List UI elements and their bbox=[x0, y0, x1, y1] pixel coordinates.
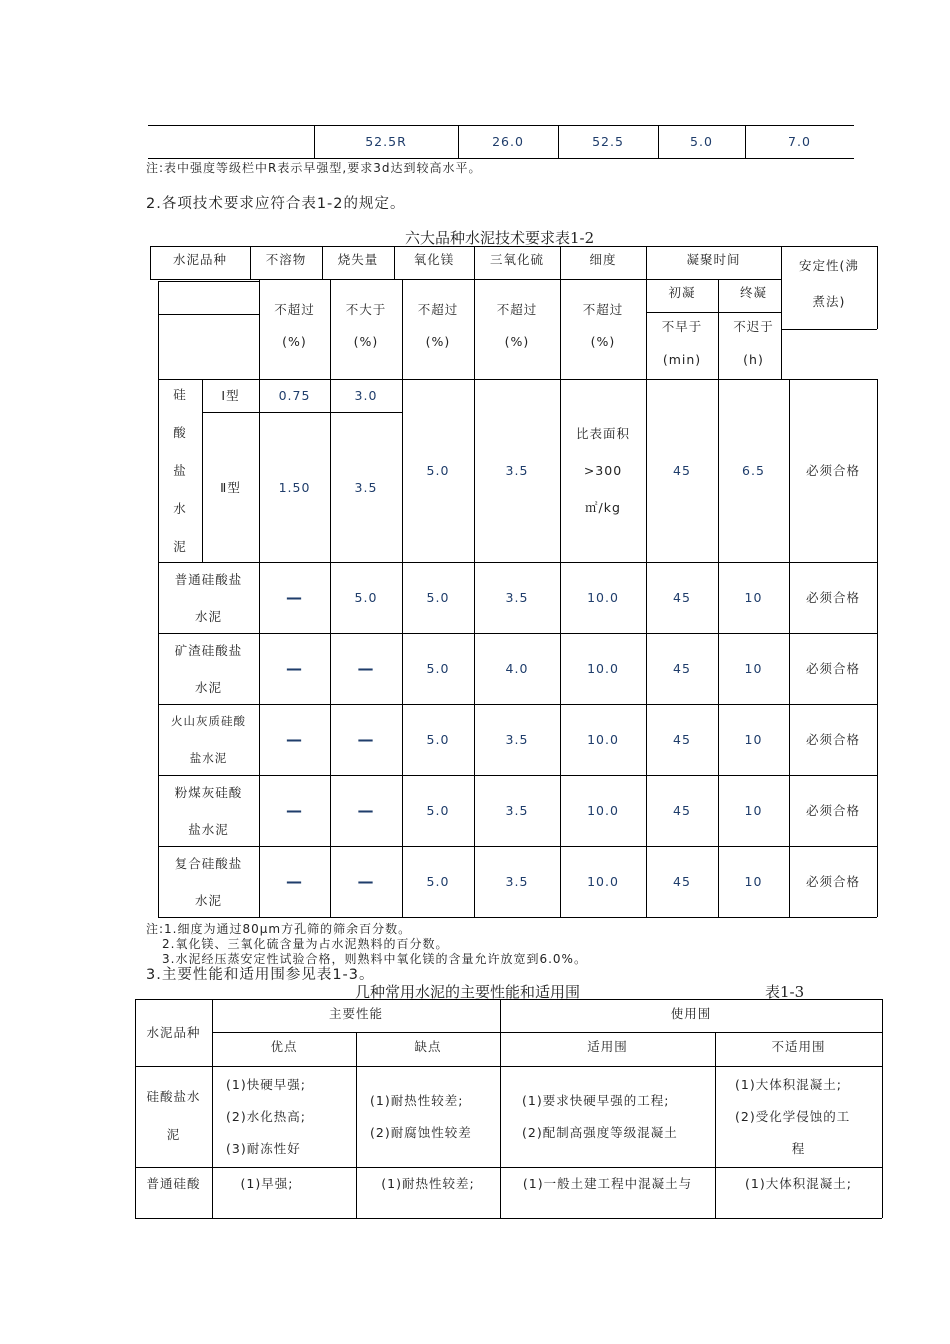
header-mgo: 氧化镁 bbox=[413, 252, 455, 267]
table2-cell-fineness: 10.0 bbox=[587, 661, 619, 676]
table2-cell-final: 10 bbox=[744, 803, 763, 818]
table2-cell-fineness: 10.0 bbox=[587, 732, 619, 747]
silicate-name-vertical bbox=[158, 379, 202, 562]
header-so3: 三氧化硫 bbox=[489, 252, 544, 267]
table2-cell-final: 10 bbox=[744, 661, 763, 676]
header-stability-1: 安定性(沸 bbox=[799, 257, 859, 273]
t3-row1-name bbox=[135, 1076, 212, 1156]
t3-row1-applicable-line: (2)配制高强度等级混凝土 bbox=[522, 1124, 678, 1140]
header-variety: 水泥品种 bbox=[172, 252, 227, 267]
top-cell-value: 52.5 bbox=[592, 134, 624, 149]
fineness-line: 比表面积 bbox=[575, 426, 630, 441]
t3-row1-not-applicable-line: (1)大体积混凝土; bbox=[735, 1076, 842, 1092]
t3-row1-pros-line: (2)水化热高; bbox=[226, 1108, 306, 1124]
t3-header-main-perf: 主要性能 bbox=[328, 1005, 383, 1021]
table2-cell-initial: 45 bbox=[673, 661, 691, 676]
t3-row2-not-applicable: (1)大体积混凝土; bbox=[745, 1175, 852, 1191]
silicate-char: 酸 bbox=[173, 425, 187, 440]
t3-row1-pros bbox=[212, 1066, 356, 1167]
fineness-line: ㎡/kg bbox=[585, 500, 621, 515]
table2-cell-insoluble: — bbox=[286, 658, 303, 678]
table2-cell-so3: 3.5 bbox=[505, 803, 529, 818]
table2-row-name-line: 盐水泥 bbox=[189, 750, 228, 765]
table2-note-2: 2.氧化镁、三氧化硫含量为占水泥熟料的百分数。 bbox=[162, 937, 449, 951]
table2-row-name-line: 水泥 bbox=[194, 679, 222, 695]
silicate-type1: Ⅰ型 bbox=[221, 388, 240, 403]
t3-row2-cons: (1)耐热性较差; bbox=[381, 1175, 475, 1191]
table2-row-name-line: 盐水泥 bbox=[188, 821, 229, 837]
silicate-stability: 必须合格 bbox=[805, 463, 860, 478]
t3-row1-cons-line: (1)耐热性较差; bbox=[370, 1092, 464, 1108]
t3-row1-not-applicable-line: 程 bbox=[791, 1140, 806, 1156]
table2-cell-final: 10 bbox=[744, 590, 763, 605]
table2-cell-loss: — bbox=[357, 800, 375, 820]
t3-row1-applicable bbox=[500, 1066, 715, 1167]
top-cell-grade: 52.5R bbox=[365, 134, 407, 149]
silicate-mgo: 5.0 bbox=[426, 463, 450, 478]
table2-note-3: 3.水泥经压蒸安定性试验合格，则熟料中氧化镁的含量允许放宽到6.0%。 bbox=[162, 952, 587, 966]
table2-row-name-line: 火山灰质硅酸 bbox=[171, 713, 246, 728]
table2-row-name-line: 粉煤灰硅酸 bbox=[174, 784, 243, 800]
subheader-not-greater: 不大于 bbox=[345, 301, 387, 317]
table2-cell-loss: — bbox=[357, 871, 375, 891]
subheader-not-exceed: 不超过 bbox=[496, 301, 538, 317]
t3-header-usage: 使用围 bbox=[670, 1005, 712, 1021]
silicate-char: 泥 bbox=[173, 539, 187, 554]
table2-cell-stability: 必须合格 bbox=[805, 874, 860, 889]
t3-header-applicable: 适用围 bbox=[587, 1038, 628, 1054]
silicate-fineness bbox=[560, 379, 646, 562]
table2-cell-mgo: 5.0 bbox=[426, 874, 450, 889]
t3-header-cons: 缺点 bbox=[414, 1038, 442, 1054]
table2-note-1: 注:1.细度为通过80μm方孔筛的筛余百分数。 bbox=[146, 922, 412, 936]
top-table-note: 注:表中强度等级栏中R表示早强型,要求3d达到较高水平。 bbox=[146, 161, 482, 175]
subheader-final: 终凝 bbox=[739, 284, 767, 300]
silicate-char: 硅 bbox=[173, 387, 187, 402]
silicate-so3: 3.5 bbox=[505, 463, 529, 478]
t3-row1-pros-line: (1)快硬早强; bbox=[226, 1076, 306, 1092]
t3-row2-applicable: (1)一般土建工程中混凝土与 bbox=[522, 1175, 693, 1191]
silicate-loss-2: 3.5 bbox=[354, 479, 378, 495]
table2-row-name bbox=[158, 775, 259, 846]
subheader-not-exceed: 不超过 bbox=[582, 301, 624, 317]
table2-cell-stability: 必须合格 bbox=[805, 732, 860, 747]
table2-cell-insoluble: — bbox=[286, 800, 303, 820]
table2-cell-insoluble: — bbox=[286, 587, 303, 607]
table2-row-name bbox=[158, 562, 259, 633]
silicate-char: 水 bbox=[173, 501, 187, 516]
paragraph-2: 3.主要性能和适用围参见表1-3。 bbox=[146, 967, 375, 983]
top-cell-value: 5.0 bbox=[690, 134, 713, 149]
top-cell-value: 26.0 bbox=[492, 134, 524, 149]
subheader-initial: 初凝 bbox=[668, 284, 696, 300]
silicate-loss-1: 3.0 bbox=[354, 388, 378, 403]
silicate-type2: Ⅱ型 bbox=[220, 479, 241, 495]
table2-cell-initial: 45 bbox=[673, 732, 691, 747]
table3-title: 几种常用水泥的主要性能和适用围 bbox=[355, 983, 581, 1001]
t3-row1-applicable-line: (1)要求快硬早强的工程; bbox=[522, 1092, 670, 1108]
t3-row2-name: 普通硅酸 bbox=[146, 1175, 201, 1191]
header-loss: 烧失量 bbox=[337, 252, 379, 267]
subheader-not-later: 不迟于 bbox=[733, 318, 774, 334]
silicate-initial: 45 bbox=[673, 463, 691, 478]
header-fineness: 细度 bbox=[589, 252, 617, 267]
silicate-char: 盐 bbox=[173, 463, 187, 478]
subheader-pct: (%) bbox=[353, 333, 379, 349]
subheader-pct: (%) bbox=[504, 333, 530, 349]
t3-row1-pros-line: (3)耐冻性好 bbox=[226, 1140, 301, 1156]
fineness-line: >300 bbox=[583, 463, 623, 478]
subheader-pct: (%) bbox=[282, 333, 307, 349]
t3-header-pros: 优点 bbox=[270, 1038, 298, 1054]
top-cell-value: 7.0 bbox=[788, 134, 811, 149]
table2-row-name-line: 水泥 bbox=[194, 608, 222, 624]
table2-cell-so3: 3.5 bbox=[505, 590, 529, 605]
paragraph-1: 2.各项技术要求应符合表1-2的规定。 bbox=[146, 196, 406, 212]
table2-cell-stability: 必须合格 bbox=[805, 803, 860, 818]
table2-row-name bbox=[158, 846, 259, 917]
silicate-insoluble-1: 0.75 bbox=[278, 388, 311, 403]
table2-row-name-line: 水泥 bbox=[194, 892, 222, 908]
table2-cell-fineness: 10.0 bbox=[587, 803, 619, 818]
t3-row1-cons-line: (2)耐腐蚀性较差 bbox=[370, 1124, 472, 1140]
table2-cell-fineness: 10.0 bbox=[587, 874, 619, 889]
t3-row1-name-line: 泥 bbox=[166, 1127, 181, 1142]
table2-cell-loss: — bbox=[357, 658, 375, 678]
table3-label: 表1-3 bbox=[765, 983, 805, 1001]
silicate-final: 6.5 bbox=[742, 463, 765, 478]
subheader-not-earlier: 不早于 bbox=[661, 318, 703, 334]
subheader-min: (min) bbox=[662, 351, 702, 367]
table2-cell-mgo: 5.0 bbox=[426, 732, 450, 747]
table2-title: 六大品种水泥技术要求表1-2 bbox=[405, 229, 595, 247]
table2-cell-insoluble: — bbox=[286, 871, 303, 891]
subheader-pct: (%) bbox=[425, 333, 451, 349]
t3-row2-pros: (1)早强; bbox=[240, 1175, 294, 1191]
t3-row1-not-applicable-line: (2)受化学侵蚀的工 bbox=[735, 1108, 851, 1124]
table2-cell-final: 10 bbox=[744, 732, 763, 747]
table2-cell-stability: 必须合格 bbox=[805, 590, 860, 605]
table2-cell-initial: 45 bbox=[673, 590, 691, 605]
subheader-pct: (%) bbox=[590, 333, 616, 349]
table2-cell-so3: 4.0 bbox=[505, 661, 529, 676]
header-setting-time: 凝聚时间 bbox=[686, 252, 741, 267]
table2-cell-so3: 3.5 bbox=[505, 874, 529, 889]
header-insoluble: 不溶物 bbox=[265, 252, 307, 267]
table2-cell-mgo: 5.0 bbox=[426, 803, 450, 818]
table2-cell-loss: — bbox=[357, 729, 375, 749]
t3-header-not-applicable: 不适用围 bbox=[771, 1038, 826, 1054]
table2-cell-stability: 必须合格 bbox=[805, 661, 860, 676]
table2-row-name bbox=[158, 704, 259, 775]
subheader-h: (h) bbox=[743, 351, 764, 367]
table2-cell-final: 10 bbox=[744, 874, 763, 889]
header-stability-2: 煮法) bbox=[812, 293, 846, 309]
table2-row-name bbox=[158, 633, 259, 704]
table2-row-name-line: 普通硅酸盐 bbox=[174, 571, 243, 587]
table2-cell-fineness: 10.0 bbox=[587, 590, 619, 605]
table2-cell-loss: 5.0 bbox=[354, 590, 378, 605]
table2-cell-so3: 3.5 bbox=[505, 732, 529, 747]
table2-cell-initial: 45 bbox=[673, 874, 691, 889]
table2-row-name-line: 复合硅酸盐 bbox=[174, 855, 243, 871]
silicate-insoluble-2: 1.50 bbox=[278, 479, 311, 495]
t3-row1-not-applicable bbox=[715, 1066, 882, 1167]
table2-row-name-line: 矿渣硅酸盐 bbox=[174, 642, 243, 658]
t3-row1-name-line: 硅酸盐水 bbox=[146, 1089, 201, 1104]
table2-cell-mgo: 5.0 bbox=[426, 590, 450, 605]
subheader-not-exceed: 不超过 bbox=[274, 301, 315, 317]
t3-row1-cons bbox=[356, 1066, 500, 1167]
table2-cell-insoluble: — bbox=[286, 729, 303, 749]
table2-cell-initial: 45 bbox=[673, 803, 691, 818]
table2-cell-mgo: 5.0 bbox=[426, 661, 450, 676]
t3-header-variety: 水泥品种 bbox=[146, 1025, 201, 1040]
subheader-not-exceed: 不超过 bbox=[417, 301, 459, 317]
